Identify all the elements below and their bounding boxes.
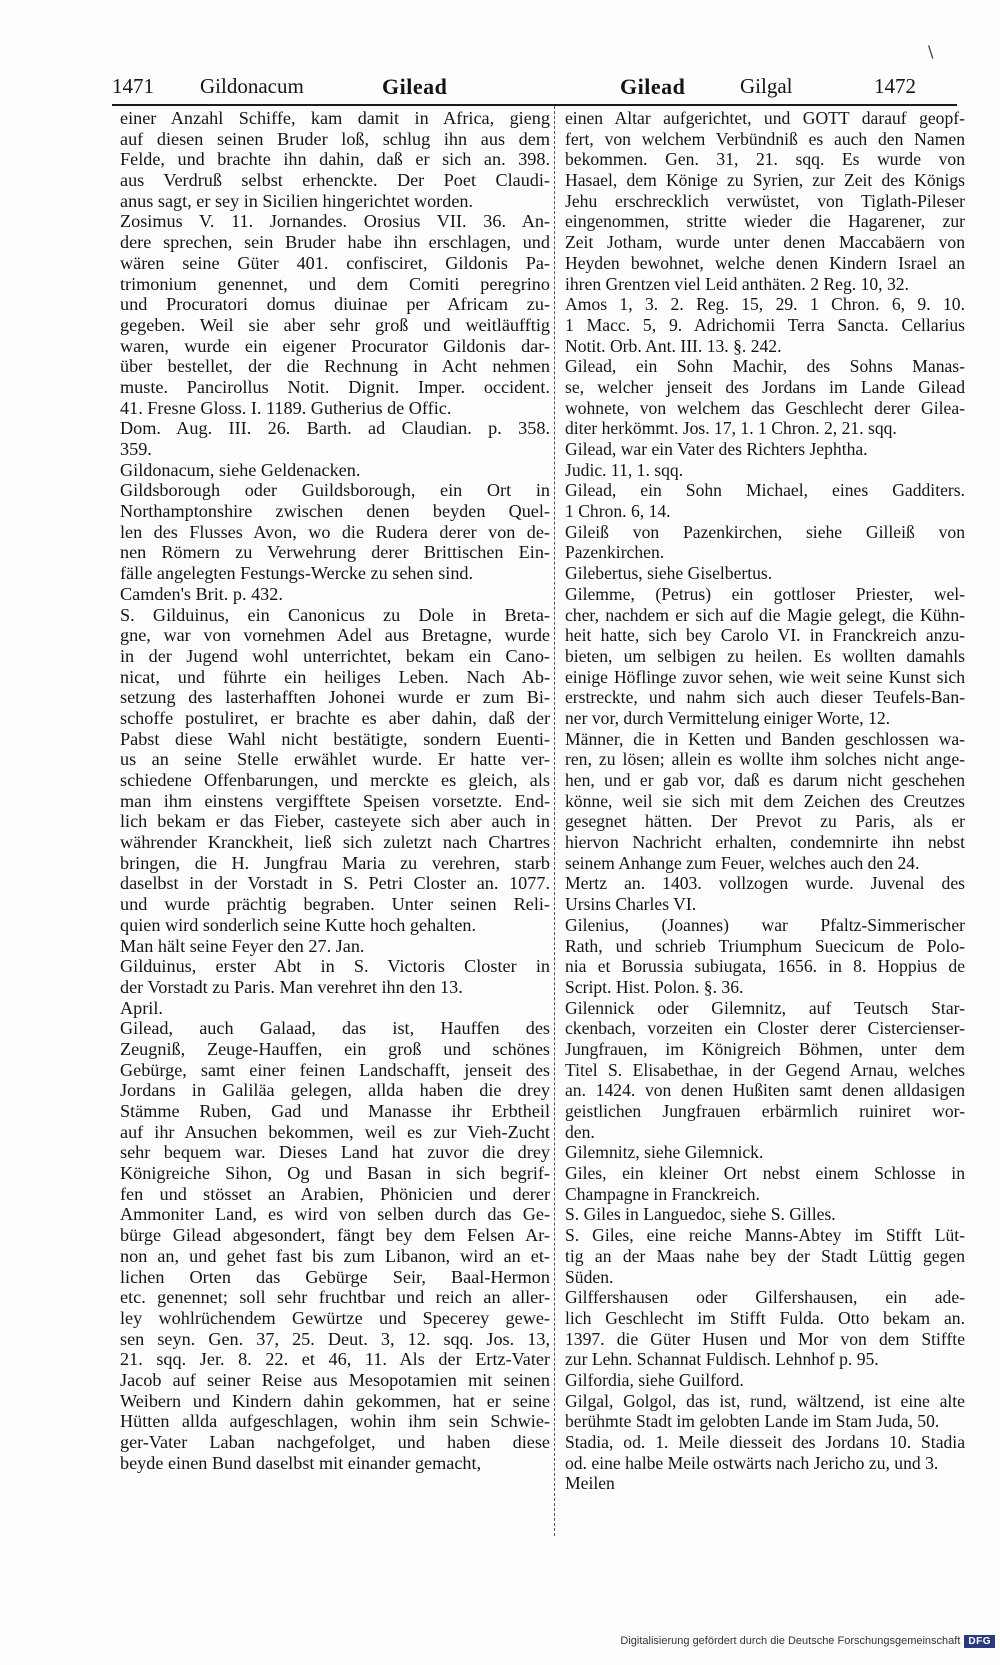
left-keyword: Gildonacum xyxy=(200,74,304,98)
text-line: fert, von welchem Verbündniß es auch den Namen xyxy=(565,128,965,149)
text-line: Gilfordia, siehe Guilford. xyxy=(565,1369,744,1390)
text-line: se, welcher jenseit des Jordans im Lande Gilead xyxy=(565,376,965,397)
text-line: an. 1424. von denen Hußiten samt denen alldasigen xyxy=(565,1080,965,1101)
text-line: heit hatte, sich bey Carolo VI. in Franckreich anzu- xyxy=(565,625,965,646)
text-line: Gilead, auch Galaad, das ist, Hauffen des xyxy=(120,1018,550,1039)
right-page-number: 1472 xyxy=(874,74,916,98)
text-line: daselbst in der Vorstadt in S. Petri Closter an. 1077. xyxy=(120,873,550,894)
page-header xyxy=(112,70,952,104)
text-line: Gilead, ein Sohn Machir, des Sohns Manas- xyxy=(565,356,965,377)
text-line: bürge Gilead abgesondert, fängt bey dem Felsen Ar- xyxy=(120,1225,550,1246)
text-line: Heyden bewohnet, welche denen Kindern Israel an xyxy=(565,252,965,273)
text-line: Gildonacum, siehe Geldenacken. xyxy=(120,459,361,480)
text-line: einige Höflinge zuvor sehen, wie weit seine Kunst sich xyxy=(565,666,965,687)
text-line: ner vor, durch Vermittelung einiger Worte, 12. xyxy=(565,707,891,728)
text-line: Hütten allda aufgeschlagen, wohin ihm sein Schwie- xyxy=(120,1411,550,1432)
text-line: Amos 1, 3. 2. Reg. 15, 29. 1 Chron. 6, 9. 10. xyxy=(565,294,965,315)
text-line: schiedene Offenbarungen, und merckte es gleich, als xyxy=(120,770,550,790)
text-line: Gileiß von Pazenkirchen, siehe Gilleiß von xyxy=(565,521,965,542)
text-line: cher, nachdem er sich auf die Magie gelegt, die Kühn- xyxy=(565,604,965,625)
text-line: lich bekam er das Fieber, casteyete sich aber auch in xyxy=(120,811,550,832)
right-keyword: Gilgal xyxy=(740,74,793,98)
text-line: Gildsborough oder Guildsborough, ein Ort in xyxy=(120,480,550,501)
text-line: od. eine halbe Meile ostwärts nach Jericho zu, und 3. xyxy=(565,1452,939,1473)
text-line: und Procuratori domus diuinae per Africam zu- xyxy=(120,294,550,315)
text-line: ley wohlrüchendem Gewürtze und Specerey gewe- xyxy=(120,1307,550,1328)
text-line: Titel S. Elisabethae, in der Gegend Arnau, welches xyxy=(565,1059,965,1080)
text-line: waren, wurde ein eigener Procurator Gildonis dar- xyxy=(120,335,550,356)
text-line: Stadia, od. 1. Meile diesseit des Jordans 10. Stadia xyxy=(565,1432,965,1452)
text-line: bekommen. Gen. 31, 21. sqq. Es wurde von xyxy=(565,149,965,170)
text-line: April. xyxy=(120,997,163,1018)
text-line: S. Giles, eine reiche Manns-Abtey im Stifft Lüt- xyxy=(565,1225,965,1246)
text-line: einer Anzahl Schiffe, kam damit in Africa, gieng xyxy=(120,108,550,128)
text-line: bringen, die H. Jungfrau Maria zu verehren, starb xyxy=(120,852,550,873)
text-line: Gilemnitz, siehe Gilemnick. xyxy=(565,1142,764,1163)
text-line: Gilenius, (Joannes) war Pfaltz-Simmerischer xyxy=(565,914,965,935)
footer-text: Digitalisierung gefördert durch die Deutsche Forschungsgemeinschaft xyxy=(620,1635,961,1647)
text-line: könne, weil sie sich mit dem Zeichen des Creutzes xyxy=(565,790,965,811)
text-line: hen, und er gab vor, daß es darum nicht geschehen xyxy=(565,770,965,790)
text-line: über bestellet, der die Rechnung in Acht nehmen xyxy=(120,356,550,377)
text-line: etc. genennet; soll sehr fruchtbar und reich an aller- xyxy=(120,1287,550,1308)
text-line: zur Lehn. Schannat Fuldisch. Lehnhof p. 95. xyxy=(565,1349,879,1370)
text-line: schoffe postuliret, er brachte es aber dahin, daß der xyxy=(120,707,550,728)
header-rule xyxy=(112,104,957,106)
dfg-logo: DFG xyxy=(964,1635,995,1648)
text-line: Ursins Charles VI. xyxy=(565,894,697,915)
text-line: trimonium genennet, und dem Comiti peregrino xyxy=(120,273,550,294)
text-line: 21. sqq. Jer. 8. 22. et 46, 11. Als der Ertz-Vater xyxy=(120,1349,550,1370)
text-line: Rath, und schrieb Triumphum Suecicum de Polo- xyxy=(565,935,965,956)
text-line: dere sprechen, sein Bruder habe ihn erschlagen, und xyxy=(120,232,550,253)
text-line: Jacob auf seiner Reise aus Mesopotamien mit seinen xyxy=(120,1369,550,1390)
text-line: Camden's Brit. p. 432. xyxy=(120,583,283,604)
text-line: auf ihr Ansuchen bekommen, weil es zur Vieh-Zucht xyxy=(120,1121,550,1142)
text-line: S. Gilduinus, ein Canonicus zu Dole in Breta- xyxy=(120,604,550,625)
text-line: Gilgal, Golgol, das ist, rund, wältzend, ist eine alte xyxy=(565,1390,965,1411)
text-line: len des Flusses Avon, wo die Rudera derer von de- xyxy=(120,521,550,542)
text-line: eingenommen, stritte wieder die Hagarener, zur xyxy=(565,211,965,232)
text-line: Hasael, dem Könige zu Syrien, zur Zeit des Königs xyxy=(565,170,965,191)
text-line: Pabst diese Wahl nicht bestätigte, sondern Euenti- xyxy=(120,728,550,749)
corner-mark: \ xyxy=(928,42,934,61)
text-line: Zeugniß, Zeuge-Hauffen, ein groß und schönes xyxy=(120,1038,550,1059)
text-line: nicat, und führte ein heiliges Leben. Nach Ab- xyxy=(120,666,550,687)
text-line: wären seine Güter 401. confisciret, Gildonis Pa- xyxy=(120,252,550,273)
text-line: bieten, um selbigen zu heilen. Es wollten damahls xyxy=(565,645,965,666)
text-line: Mertz an. 1403. vollzogen wurde. Juvenal des xyxy=(565,873,965,894)
text-line: Man hält seine Feyer den 27. Jan. xyxy=(120,935,365,956)
text-line: geistlichen Jungfrauen erbärmlich ruiniret wor- xyxy=(565,1101,965,1121)
text-line: beyde einen Bund daselbst mit einander gemacht, xyxy=(120,1452,482,1473)
text-line: fälle angelegten Festungs-Wercke zu sehen sind. xyxy=(120,563,474,584)
text-line: in der Jugend wohl unterrichtet, bekam ein Cano- xyxy=(120,645,550,666)
text-line: Gilead, war ein Vater des Richters Jephtha. xyxy=(565,439,868,459)
text-line: ren, zu lösen; allein es wollte ihm solches nicht ange- xyxy=(565,749,965,770)
text-line: Königreiche Sihon, Og und Basan in sich begrif- xyxy=(120,1163,550,1184)
text-line: non an, und gehet fast bis zum Libanon, wird an et- xyxy=(120,1245,550,1266)
text-line: währender Kranckheit, ließ sich zuletzt nach Chartres xyxy=(120,832,550,853)
text-line: anus sagt, er sey in Sicilien hingerichtet worden. xyxy=(120,190,474,211)
text-line: Weibern und Kindern dahin gekommen, hat er seine xyxy=(120,1390,550,1411)
text-line: Gilebertus, siehe Giselbertus. xyxy=(565,563,773,584)
text-line: Jungfrauen, im Königreich Böhmen, unter dem xyxy=(565,1038,965,1059)
column-divider xyxy=(554,106,556,1536)
text-line: Gebürge, samt einer feinen Landschafft, jenseit des xyxy=(120,1059,550,1080)
text-line: setzung des lasterhafften Johonei wurde er zum Bi- xyxy=(120,687,550,708)
text-line: Zeit Jotham, wurde unter denen Maccabäern von xyxy=(565,232,965,253)
text-line: fen und stösset an Arabien, Phönicien und derer xyxy=(120,1183,550,1204)
text-line: ckenbach, vorzeiten ein Closter derer Cistercienser- xyxy=(565,1018,965,1039)
text-line: und wurde prächtig begraben. Unter seinen Reli- xyxy=(120,894,550,915)
text-line: 1 Chron. 6, 14. xyxy=(565,501,671,522)
text-line: Judic. 11, 1. sqq. xyxy=(565,459,684,480)
text-line: 1397. die Güter Husen und Mor von dem Stiffte xyxy=(565,1328,965,1349)
text-line: 359. xyxy=(120,439,152,459)
text-line: ihren Grentzen viel Leid anthäten. 2 Reg. 10, 32. xyxy=(565,273,909,294)
text-line: Jordans in Galiläa gelegen, allda haben die drey xyxy=(120,1080,550,1101)
text-line: Männer, die in Ketten und Banden geschlossen wa- xyxy=(565,728,965,749)
text-line: Süden. xyxy=(565,1266,614,1287)
footer xyxy=(600,1632,995,1650)
text-line: Gilffershausen oder Gilfershausen, ein ade- xyxy=(565,1287,965,1308)
right-center-word: Gilead xyxy=(620,74,686,99)
text-line: Giles, ein kleiner Ort nebst einem Schlosse in xyxy=(565,1163,965,1184)
text-line: Stämme Ruben, Gad und Manasse ihr Erbtheil xyxy=(120,1101,550,1121)
text-line: sehr bequem war. Dieses Land hat zuvor die drey xyxy=(120,1142,550,1163)
text-line: Gilead, ein Sohn Michael, eines Gadditers. xyxy=(565,480,965,501)
text-line: muste. Pancirollus Notit. Dignit. Imper. occident. xyxy=(120,376,550,397)
text-line: Zosimus V. 11. Jornandes. Orosius VII. 36. An- xyxy=(120,211,550,232)
right-column xyxy=(565,108,965,1494)
text-line: S. Giles in Languedoc, siehe S. Gilles. xyxy=(565,1204,836,1225)
text-line: Northamptonshire zwischen denen beyden Quel- xyxy=(120,501,550,522)
text-line: den. xyxy=(565,1121,595,1142)
text-line: einen Altar aufgerichtet, und GOTT darauf geopf- xyxy=(565,108,965,128)
text-line: der Vorstadt zu Paris. Man verehret ihn den 13. xyxy=(120,976,463,997)
text-line: Ammoniter Land, es wird von selben durch das Ge- xyxy=(120,1204,550,1225)
text-line: 1 Macc. 5, 9. Adrichomii Terra Sancta. Cellarius xyxy=(565,314,965,335)
text-line: 41. Fresne Gloss. I. 1189. Gutherius de Offic. xyxy=(120,397,452,418)
text-line: Gilennick oder Gilemnitz, auf Teutsch Star- xyxy=(565,997,965,1018)
text-line: sen seyn. Gen. 37, 25. Deut. 3, 12. sqq. Jos. 13, xyxy=(120,1328,550,1349)
text-line: Meilen xyxy=(565,1473,615,1494)
text-line: lich Geschlecht im Stifft Fulda. Otto bekam an. xyxy=(565,1307,965,1328)
text-line: gne, war von vornehmen Adel aus Bretagne, wurde xyxy=(120,625,550,646)
text-line: gegeben. Weil sie aber sehr groß und weitläufftig xyxy=(120,314,550,335)
text-line: man ihm einstens vergifftete Speisen vorsetzte. End- xyxy=(120,790,550,811)
text-line: lichen Orten das Gebürge Seir, Baal-Hermon xyxy=(120,1266,550,1287)
text-line: hiervon Nachricht erhalten, condemnirte ihn nebst xyxy=(565,832,965,853)
left-column xyxy=(120,108,550,1473)
text-line: Gilemme, (Petrus) ein gottloser Priester, wel- xyxy=(565,583,965,604)
left-page-number: 1471 xyxy=(112,74,154,98)
text-line: Dom. Aug. III. 26. Barth. ad Claudian. p. 358. xyxy=(120,418,550,439)
text-line: Pazenkirchen. xyxy=(565,542,665,563)
text-line: quien wird sonderlich seine Kutte hoch gehalten. xyxy=(120,914,477,935)
text-line: diter herkömmt. Jos. 17, 1. 1 Chron. 2, 21. sqq. xyxy=(565,418,897,439)
text-line: nia et Borussia subiugata, 1656. in 8. Hoppius de xyxy=(565,956,965,977)
text-line: berühmte Stadt im gelobten Lande im Stam Juda, 50. xyxy=(565,1411,940,1432)
text-line: Champagne in Franckreich. xyxy=(565,1183,760,1204)
left-center-word: Gilead xyxy=(382,74,448,99)
text-line: auf diesen seinen Bruder loß, schlug ihn aus dem xyxy=(120,128,550,149)
text-line: Script. Hist. Polon. §. 36. xyxy=(565,976,744,997)
text-line: Felde, und brachte ihn dahin, daß er sich an. 398. xyxy=(120,149,550,170)
text-line: erstreckte, und nahm sich auch dieser Teufels-Ban- xyxy=(565,687,965,708)
text-line: tig an der Maas nahe bey der Stadt Lüttig gegen xyxy=(565,1245,965,1266)
text-line: nen Römern zu Verwehrung derer Brittischen Ein- xyxy=(120,542,550,563)
text-line: aus Verdruß selbst erhenckte. Der Poet Claudi- xyxy=(120,170,550,191)
text-line: Jehu erschrecklich verwüstet, von Tiglath-Pileser xyxy=(565,190,965,211)
text-line: Gilduinus, erster Abt in S. Victoris Closter in xyxy=(120,956,550,977)
text-line: gesegnet hätten. Der Prevot zu Paris, als er xyxy=(565,811,965,832)
text-line: seinem Anhange zum Feuer, welches auch den 24. xyxy=(565,852,920,873)
text-line: wohnete, von welchem das Geschlecht derer Gilea- xyxy=(565,397,965,418)
text-line: Notit. Orb. Ant. III. 13. §. 242. xyxy=(565,335,782,356)
text-line: ger-Vater Laban nachgefolget, und haben diese xyxy=(120,1432,550,1452)
text-line: us an seine Stelle erwählet wurde. Er hatte ver- xyxy=(120,749,550,770)
